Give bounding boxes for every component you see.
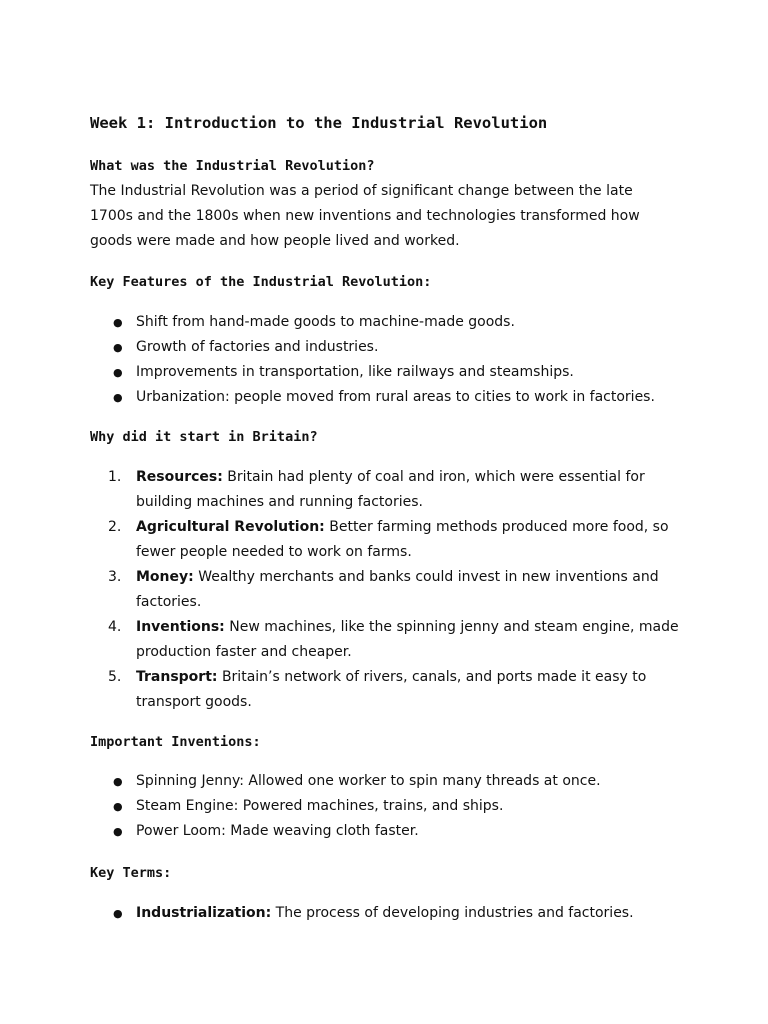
section-heading-inventions: Important Inventions: [90,734,261,750]
list-item: ● Growth of factories and industries. [90,335,690,360]
bullet-icon: ● [113,825,123,838]
list-item: 5. Transport: Britain’s network of rivers, canals, and ports made it easy to transport goods. [108,669,647,710]
bullet-icon: ● [113,316,123,329]
list-item: ● Industrialization: The process of developing industries and factories. [90,901,690,926]
list-item: ● Urbanization: people moved from rural areas to cities to work in factories. [90,385,690,410]
intro-paragraph: The Industrial Revolution was a period of significant change between the late 1700s and the 1800s when new inventions and technologies transformed how goods were made and how people lived and worked. [90,183,640,249]
list-item: ● Improvements in transportation, like railways and steamships. [90,360,690,385]
features-list [90,310,690,410]
bullet-icon: ● [113,775,123,788]
britain-reasons-list [90,465,690,715]
bullet-icon: ● [113,341,123,354]
bullet-icon: ● [113,907,123,920]
list-item: ● Spinning Jenny: Allowed one worker to spin many threads at once. [90,769,690,794]
inventions-list [90,769,690,844]
bullet-icon: ● [113,391,123,404]
section-heading-features: Key Features of the Industrial Revolution: [90,274,432,290]
list-item: 4. Inventions: New machines, like the spinning jenny and steam engine, made production faster and cheaper. [108,619,679,660]
list-item: ● Shift from hand-made goods to machine-made goods. [90,310,690,335]
bullet-icon: ● [113,800,123,813]
document-page [90,0,690,1024]
section-heading-what: What was the Industrial Revolution? [90,158,375,174]
key-terms-list [90,901,690,926]
page-title: Week 1: Introduction to the Industrial Revolution [90,114,548,132]
list-item: ● Steam Engine: Powered machines, trains, and ships. [90,794,690,819]
section-heading-britain: Why did it start in Britain? [90,429,318,445]
section-heading-terms: Key Terms: [90,865,172,881]
bullet-icon: ● [113,366,123,379]
list-item: 1. Resources: Britain had plenty of coal and iron, which were essential for building machines and running factories. [108,469,645,510]
list-item: 2. Agricultural Revolution: Better farming methods produced more food, so fewer people needed to work on farms. [108,519,669,560]
list-item: ● Power Loom: Made weaving cloth faster. [90,819,690,844]
list-item: 3. Money: Wealthy merchants and banks could invest in new inventions and factories. [108,569,659,610]
